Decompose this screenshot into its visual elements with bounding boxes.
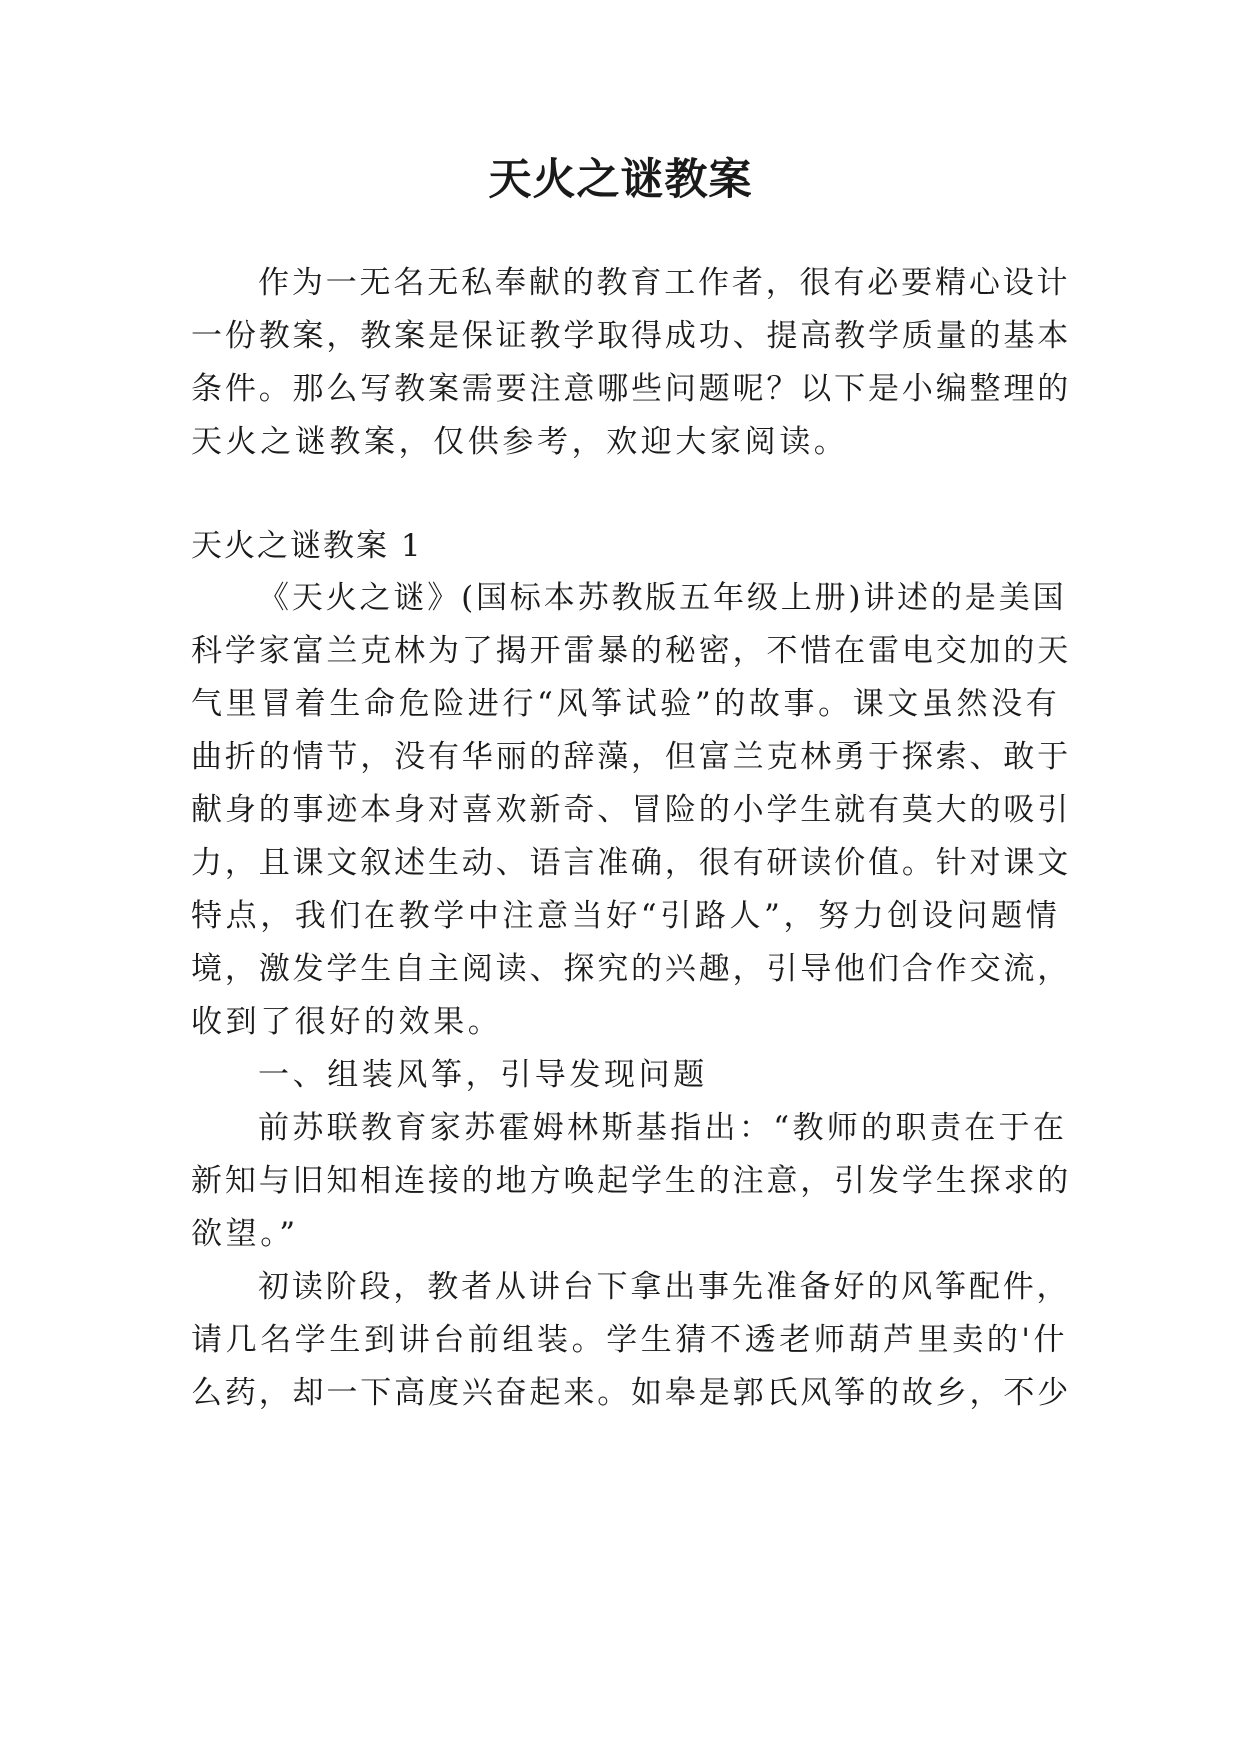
paragraph-1-line-9: 收到了很好的效果。 <box>191 1004 503 1040</box>
paragraph-2-line-1: 初读阶段，教者从讲台下拿出事先准备好的风筝配件， <box>258 1269 1071 1305</box>
quote-line-1: 前苏联教育家苏霍姆林斯基指出：“教师的职责在于在 <box>258 1110 1068 1146</box>
quote-line-2: 新知与旧知相连接的地方唤起学生的注意，引发学生探求的 <box>191 1163 1072 1199</box>
paragraph-1-line-7: 特点，我们在教学中注意当好“引路人”，努力创设问题情 <box>191 898 1061 934</box>
intro-line-1: 作为一无名无私奉献的教育工作者，很有必要精心设计 <box>258 265 1071 301</box>
paragraph-1-line-1: 《天火之谜》(国标本苏教版五年级上册)讲述的是美国 <box>258 580 1067 616</box>
paragraph-1-line-6: 力，且课文叙述生动、语言准确，很有研读价值。针对课文 <box>191 845 1072 881</box>
paragraph-1-line-8: 境，激发学生自主阅读、探究的兴趣，引导他们合作交流， <box>191 951 1072 987</box>
paragraph-1-line-4: 曲折的情节，没有华丽的辞藻，但富兰克林勇于探索、敢于 <box>191 739 1072 775</box>
paragraph-1-line-5: 献身的事迹本身对喜欢新奇、冒险的小学生就有莫大的吸引 <box>191 792 1072 828</box>
quote-line-3: 欲望。” <box>191 1216 299 1252</box>
paragraph-2-line-2: 请几名学生到讲台前组装。学生猜不透老师葫芦里卖的'什 <box>191 1322 1069 1358</box>
paragraph-1-line-2: 科学家富兰克林为了揭开雷暴的秘密，不惜在雷电交加的天 <box>191 633 1072 669</box>
document-title: 天火之谜教案 <box>488 155 753 205</box>
intro-line-3: 条件。那么写教案需要注意哪些问题呢？以下是小编整理的 <box>191 371 1072 407</box>
paragraph-1-line-3: 气里冒着生命危险进行“风筝试验”的故事。课文虽然没有 <box>191 686 1061 722</box>
intro-line-4: 天火之谜教案，仅供参考，欢迎大家阅读。 <box>191 424 849 460</box>
intro-line-2: 一份教案，教案是保证教学取得成功、提高教学质量的基本 <box>191 318 1072 354</box>
paragraph-2-line-3: 么药，却一下高度兴奋起来。如皋是郭氏风筝的故乡，不少 <box>191 1375 1072 1411</box>
section-heading: 天火之谜教案 1 <box>191 528 423 564</box>
subheading-1: 一、组装风筝，引导发现问题 <box>258 1057 708 1093</box>
